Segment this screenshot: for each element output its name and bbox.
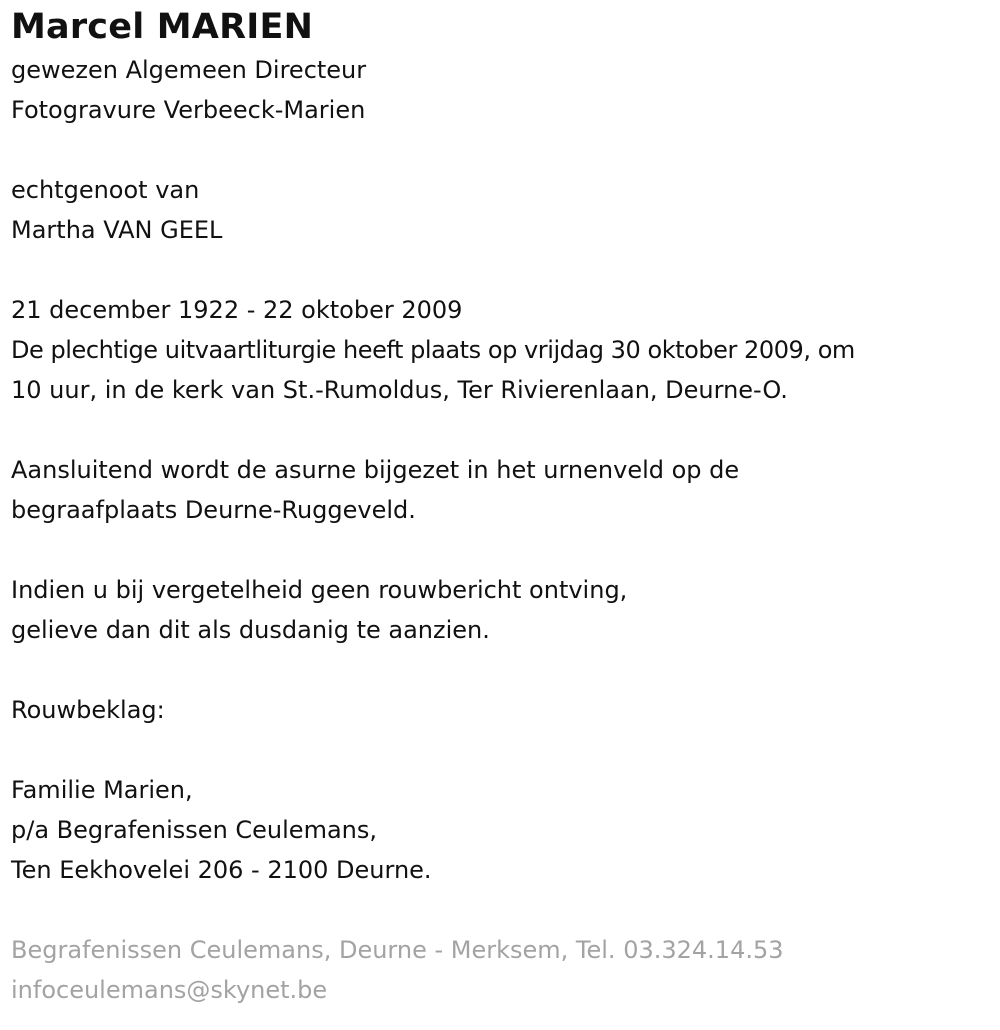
function-line-1: gewezen Algemeen Directeur — [11, 56, 367, 84]
notice-line-1: Indien u bij vergetelheid geen rouwbericht ontving, — [11, 576, 628, 604]
spacer — [11, 410, 996, 450]
footer — [11, 930, 996, 1010]
spouse-label: echtgenoot van — [11, 176, 200, 204]
function-line-2: Fotogravure Verbeeck-Marien — [11, 96, 366, 124]
spacer — [11, 130, 996, 170]
spouse-name: Martha VAN GEEL — [11, 216, 223, 244]
spacer — [11, 250, 996, 290]
address-line-2: p/a Begrafenissen Ceulemans, — [11, 816, 377, 844]
address-line-3: Ten Eekhovelei 206 - 2100 Deurne. — [11, 856, 432, 884]
address-line-1: Familie Marien, — [11, 776, 193, 804]
email-line: infoceulemans@skynet.be — [11, 976, 328, 1004]
funeral-line-2: 10 uur, in de kerk van St.-Rumoldus, Ter Rivierenlaan, Deurne-O. — [11, 376, 788, 404]
urn-line-2: begraafplaats Deurne-Ruggeveld. — [11, 496, 416, 524]
deceased-name: Marcel MARIEN — [11, 7, 314, 47]
funeral-home-line: Begrafenissen Ceulemans, Deurne - Merksem, Tel. 03.324.14.53 — [11, 936, 784, 964]
spacer — [11, 650, 996, 690]
spacer — [11, 530, 996, 570]
notice-line-2: gelieve dan dit als dusdanig te aanzien. — [11, 616, 490, 644]
death-notice — [11, 4, 996, 1010]
urn-line-1: Aansluitend wordt de asurne bijgezet in het urnenveld op de — [11, 456, 740, 484]
life-dates: 21 december 1922 - 22 oktober 2009 — [11, 296, 463, 324]
condolence-label: Rouwbeklag: — [11, 696, 165, 724]
spacer — [11, 730, 996, 770]
spacer — [11, 890, 996, 930]
funeral-line-1: De plechtige uitvaartliturgie heeft plaats op vrijdag 30 oktober 2009, om — [11, 336, 855, 364]
